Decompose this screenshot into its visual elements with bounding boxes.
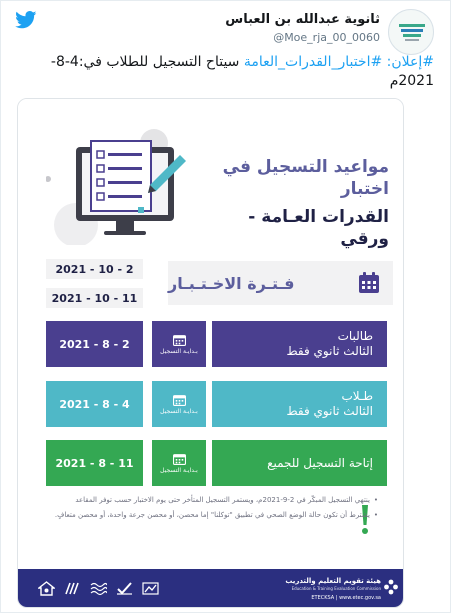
footer-partner-logos	[38, 581, 159, 596]
period-title: فـتـرة الاخـتـبـار	[168, 273, 295, 293]
chart-logo-icon	[142, 581, 159, 596]
check-badge-icon	[116, 581, 133, 596]
calendar-icon	[173, 334, 186, 346]
display-name[interactable]: ثانوية عبدالله بن العباس	[225, 12, 380, 27]
calendar-icon	[173, 394, 186, 406]
headline-line-2: القدرات العـامة - ورقي	[248, 207, 389, 249]
stripes-logo-icon	[64, 581, 81, 596]
org-website[interactable]: ETECKSA | www.etec.gov.sa	[311, 595, 381, 601]
house-icon	[38, 581, 55, 596]
row-male-start	[152, 381, 206, 427]
hashtag-abilities-test[interactable]: #اختبار_القدرات_العامة	[243, 54, 383, 70]
note-early-registration: • ينتهي التسجيل المبكّر في 2-9-2021م، ويستمر التسجيل المتأخر حتى يوم الاختبار حسب توفر المقاعد	[38, 496, 390, 505]
start-label: بـدايـة التسجيل	[160, 347, 198, 355]
row-female-line-1: طالبات	[337, 329, 373, 343]
note-tawakkalna: • يشترط أن تكون حالة الوضع الصحي في تطبيق "توكلنا" إما محصن، أو محصن جرعة واحدة، أو محصن متعافٍ.	[38, 511, 390, 520]
row-all-date: 2021 - 8 - 11	[46, 440, 143, 486]
row-male-date: 2021 - 8 - 4	[46, 381, 143, 427]
row-male-label	[212, 381, 387, 427]
row-female-date: 2021 - 8 - 2	[46, 321, 143, 367]
row-female-start	[152, 321, 206, 367]
row-all-line-1: إتاحة التسجيل للجميع	[267, 455, 373, 470]
announcement-card	[18, 99, 404, 569]
card-footer	[18, 569, 404, 608]
user-handle[interactable]: @Moe_rja_00_0060	[273, 31, 380, 44]
row-female-line-2: الثالث ثانوي فقط	[286, 344, 373, 358]
calendar-icon	[173, 453, 186, 465]
tweet-body: سيتاح التسجيل للطلاب في:4-8-2021م	[50, 54, 434, 89]
row-male-line-1: طـلاب	[341, 389, 373, 403]
row-all-start	[152, 440, 206, 486]
tweet-author	[225, 12, 380, 46]
start-label: بـدايـة التسجيل	[160, 466, 198, 474]
moe-logo-icon	[389, 10, 434, 55]
tweet-text	[15, 53, 434, 91]
twitter-bird-icon[interactable]	[15, 11, 37, 29]
org-name-ar: هيئة تقويم التعليم والتدريب	[285, 577, 381, 585]
test-period-box	[168, 261, 393, 305]
avatar[interactable]	[388, 9, 434, 55]
row-all-label	[212, 440, 387, 486]
etec-logo-icon	[383, 578, 399, 596]
footer-org	[285, 577, 381, 602]
period-start-date: 2021 - 10 - 2	[46, 259, 143, 279]
calendar-icon	[357, 271, 381, 295]
org-name-en: Education & Training Evaluation Commission	[291, 586, 381, 591]
headline-line-1: مواعيد التسجيل في اختبار	[222, 157, 389, 199]
row-male-line-2: الثالث ثانوي فقط	[286, 404, 373, 418]
waves-logo-icon	[90, 581, 107, 596]
monitor-checklist-icon	[46, 125, 196, 245]
start-label: بـدايـة التسجيل	[160, 407, 198, 415]
row-female-label	[212, 321, 387, 367]
tweet-image[interactable]	[17, 98, 404, 608]
card-headline	[199, 156, 389, 250]
hashtag-announcement[interactable]: #إعلان:	[382, 54, 434, 70]
period-end-date: 2021 - 10 - 11	[46, 288, 143, 308]
notes-list	[38, 496, 390, 526]
